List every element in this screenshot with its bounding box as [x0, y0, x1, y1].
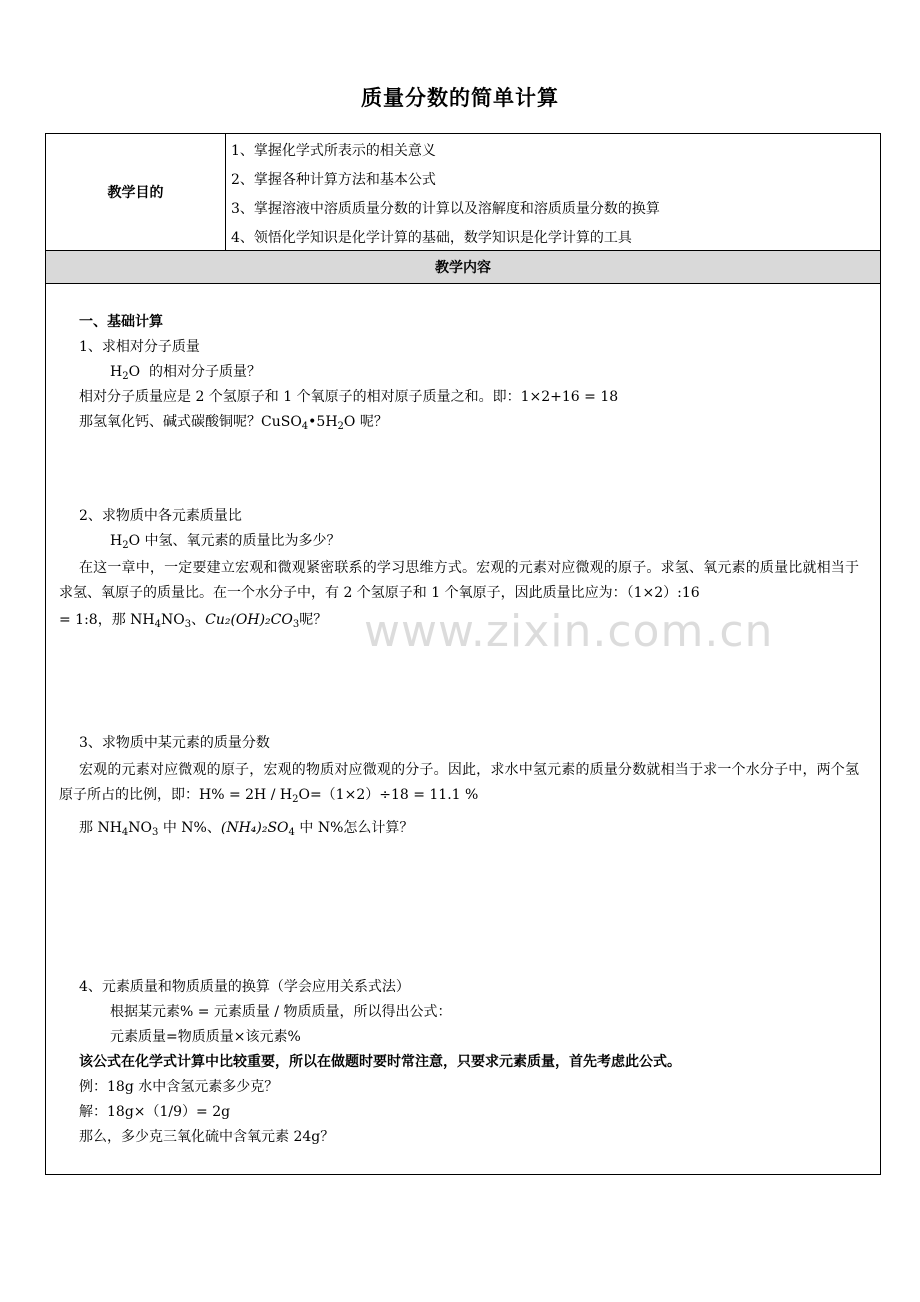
q1-followup: 那氢氧化钙、碱式碳酸铜呢？$CuSO_4•5H_2O$ 呢？: [79, 414, 388, 432]
objective-item: 2、掌握各种计算方法和基本公式: [231, 172, 436, 188]
q2-question: $H_2O$ 中氢、氧元素的质量比为多少？: [110, 533, 341, 551]
q4-solution: 解：18g×（1/9）= 2g: [79, 1104, 231, 1120]
q1-title: 1、求相对分子质量: [79, 339, 200, 355]
q3-followup: 那 $NH_4NO_3$ 中 N%、$(NH_4)_2SO_4$ 中 N%怎么计算？: [79, 820, 414, 838]
q2-title: 2、求物质中各元素质量比: [79, 508, 242, 524]
page-title: 质量分数的简单计算: [361, 86, 559, 110]
objective-item: 1、掌握化学式所表示的相关意义: [231, 143, 436, 159]
objectives-label: 教学目的: [46, 134, 226, 250]
q4-line2: 元素质量=物质质量×该元素%: [110, 1029, 301, 1045]
objective-item: 4、领悟化学知识是化学计算的基础，数学知识是化学计算的工具: [231, 230, 632, 246]
formula-ammonium-sulfate: (NH₄)₂SO: [220, 820, 289, 836]
q1-explain: 相对分子质量应是 2 个氢原子和 1 个氧原子的相对原子质量之和。即：1×2+16 = 18: [79, 389, 619, 405]
q4-emphasis: 该公式在化学式计算中比较重要，所以在做题时要时常注意，只要求元素质量，首先考虑此公式。: [79, 1054, 681, 1070]
objectives-list: [226, 134, 881, 250]
formula-basic-copper-carbonate: Cu₂(OH)₂CO: [205, 612, 293, 628]
q4-followup: 那么，多少克三氧化硫中含氧元素 24g？: [79, 1129, 335, 1145]
q4-title: 4、元素质量和物质质量的换算（学会应用关系式法）: [79, 979, 410, 995]
watermark: www.zixin.com.cn: [364, 606, 774, 657]
q4-example: 例：18g 水中含氢元素多少克？: [79, 1079, 279, 1095]
section-heading: 一、基础计算: [79, 314, 163, 330]
q3-explain: 宏观的元素对应微观的原子，宏观的物质对应微观的分子。因此，求水中氢元素的质量分数就相当于求一个水分子中，两个氢原子所占的比例，即：$H\% = 2H / H_2O=(1\times 2)\div 18 = 11.1$ %: [59, 762, 859, 805]
q3-title: 3、求物质中某元素的质量分数: [79, 735, 270, 751]
objective-item: 3、掌握溶液中溶质质量分数的计算以及溶解度和溶质质量分数的换算: [231, 201, 660, 217]
q2-explain: 在这一章中，一定要建立宏观和微观紧密联系的学习思维方式。宏观的元素对应微观的原子。求氢、氧元素的质量比就相当于求氢、氧原子的质量比。在一个水分子中，有 2 个氢原子和 1 个氧原子，因此质量比应为：（1×2）:16: [59, 560, 859, 601]
q4-line1: 根据某元素% = 元素质量 / 物质质量，所以得出公式：: [110, 1004, 452, 1020]
q1-question: $H_2O$ 的相对分子质量？: [110, 364, 261, 382]
content-header: 教学内容: [46, 250, 880, 284]
q2-followup: = 1:8，那 $NH_4NO_3$、$Cu_2(OH)_2CO_3$呢？: [59, 612, 328, 630]
